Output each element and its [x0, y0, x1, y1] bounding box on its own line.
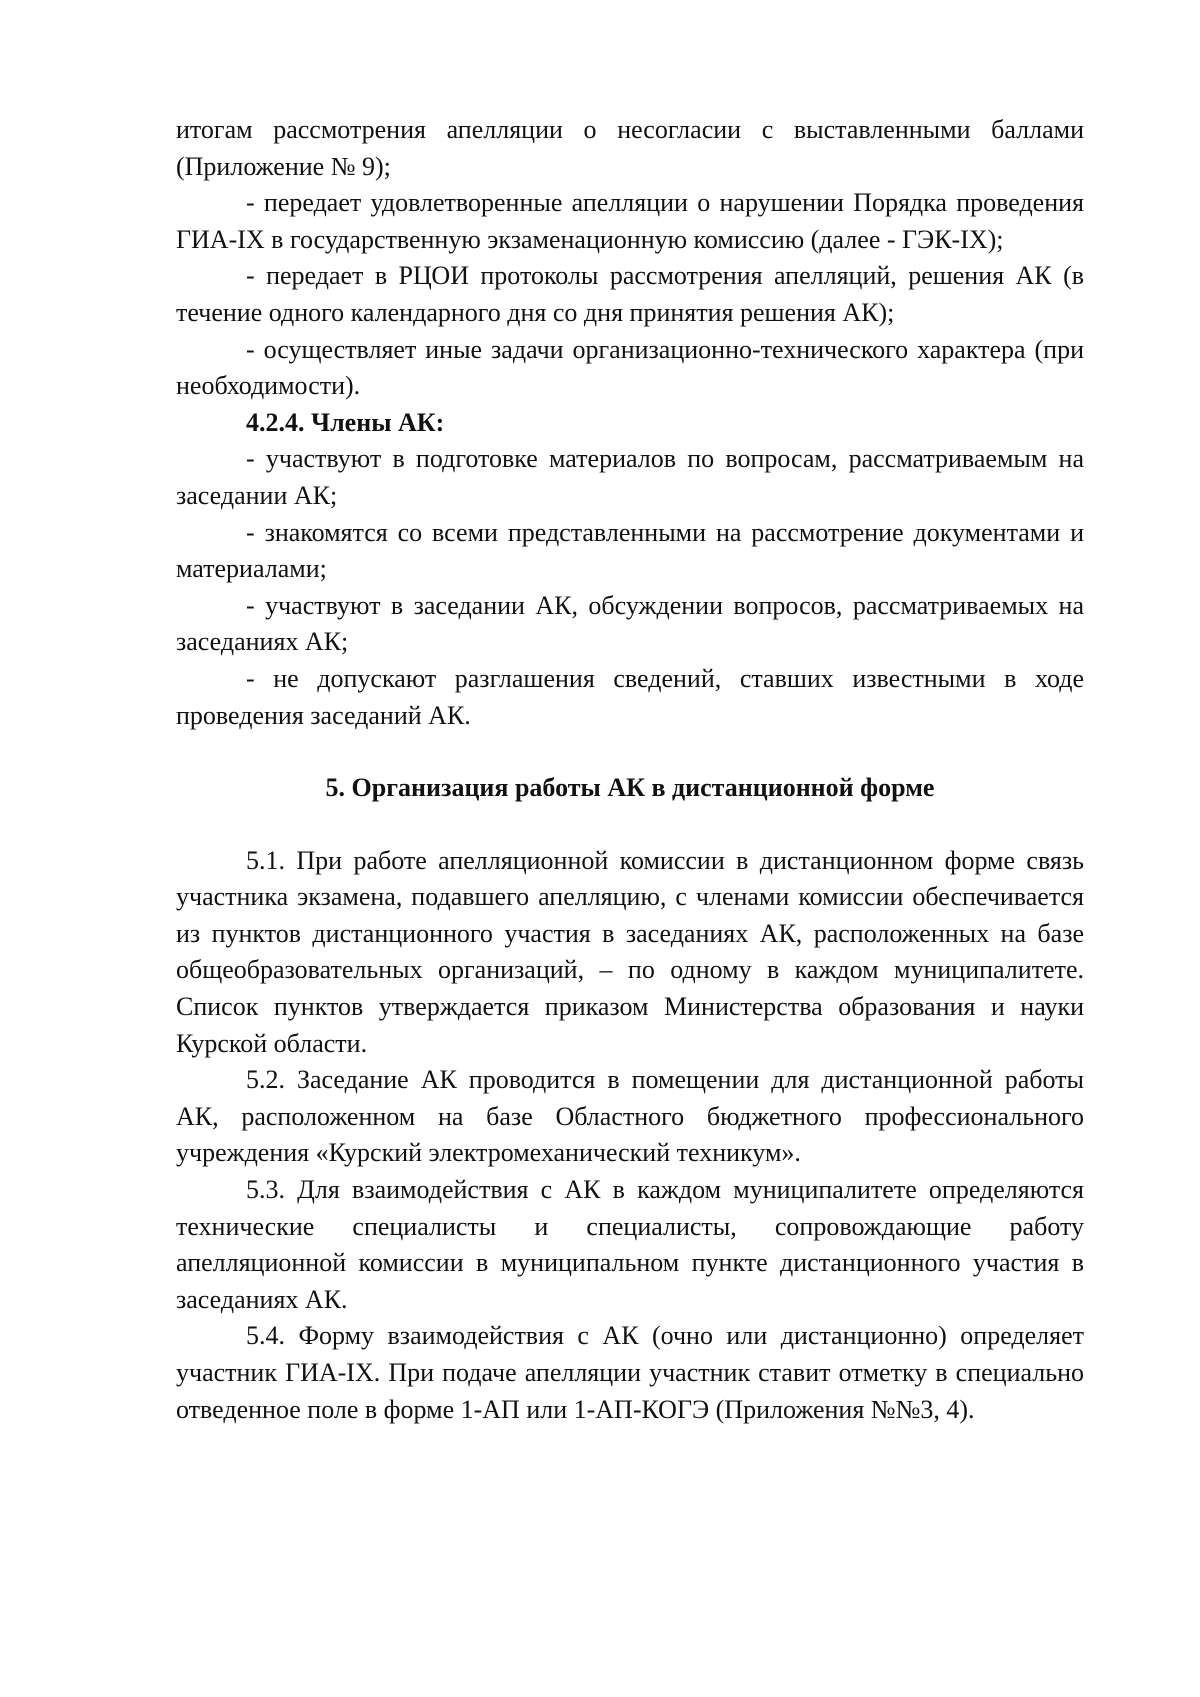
paragraph-5-1: 5.1. При работе апелляционной комиссии в дистанционном форме связь участника экзамена, подавшего апелляцию, с членами комиссии обеспечивается из пунктов дистанционного участия в заседаниях АК, расположенных на базе общеобразовательных организаций, – по одному в каждом муниципалитете. Список пунктов утверждается приказом Министерства образования и науки Курской области. [176, 845, 1084, 1058]
paragraph-continuation: итогам рассмотрения апелляции о несогласии с выставленными баллами (Приложение № 9); [176, 115, 1084, 181]
paragraph-members-confidential: - не допускают разглашения сведений, ставших известными в ходе проведения заседаний АК. [176, 663, 1084, 730]
paragraph-other-tasks: - осуществляет иные задачи организационно-технического характера (при необходимости). [176, 334, 1084, 401]
document-body [176, 112, 1084, 1428]
paragraph-5-4: 5.4. Форму взаимодействия с АК (очно или дистанционно) определяет участник ГИА-IX. При подаче апелляции участник ставит отметку в специально отведенное поле в форме 1-АП или 1-АП-КОГЭ (Приложения №№3, 4). [176, 1321, 1084, 1424]
section-heading: 5. Организация работы АК в дистанционной форме [325, 773, 935, 803]
paragraph-5-2: 5.2. Заседание АК проводится в помещении для дистанционной работы АК, расположенном на базе Областного бюджетного профессионального учреждения «Курский электромеханический техникум». [176, 1065, 1084, 1168]
paragraph-members-prepare: - участвуют в подготовке материалов по вопросам, рассматриваемым на заседании АК; [176, 444, 1084, 510]
paragraph-members-participate: - участвуют в заседании АК, обсуждении вопросов, рассматриваемых на заседаниях АК; [176, 590, 1084, 657]
paragraph-members-review: - знакомятся со всеми представленными на рассмотрение документами и материалами; [176, 517, 1084, 584]
paragraph-5-3: 5.3. Для взаимодействия с АК в каждом муниципалитете определяются технические специалисты и специалисты, сопровождающие работу апелляционной комиссии в муниципальном пункте дистанционного участия в заседаниях АК. [176, 1175, 1084, 1314]
subsection-heading: 4.2.4. Члены АК: [246, 407, 445, 437]
paragraph-transfer-appeals: - передает удовлетворенные апелляции о нарушении Порядка проведения ГИА-IX в государственную экзаменационную комиссию (далее - ГЭК-IX); [176, 188, 1084, 254]
paragraph-transfer-protocols: - передает в РЦОИ протоколы рассмотрения апелляций, решения АК (в течение одного календарного дня со дня принятия решения АК); [176, 261, 1084, 327]
